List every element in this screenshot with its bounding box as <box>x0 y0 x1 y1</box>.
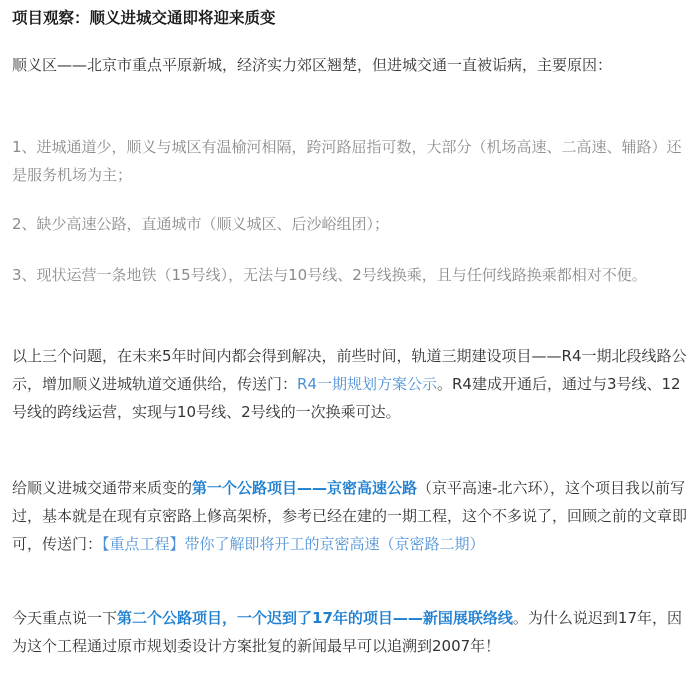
jingmi-paragraph-middle: （京平高速-北六环），这个项目我以前写过，基本就是在现有京密路上修高架桥，参考已经在建的一期工程，这个不多说了，回顾之前的文章即可，传送门： <box>12 479 688 553</box>
guozhan-highlight: 第二个公路项目，一个迟到了17年的项目——新国展联络线 <box>117 609 513 627</box>
r4-plan-link[interactable]: R4一期规划方案公示 <box>297 375 437 393</box>
guozhan-paragraph-text: 今天重点说一下 <box>12 609 118 627</box>
reason-item-2: 2、缺少高速公路，直通城市（顺义城区、后沙峪组团）； <box>12 215 390 233</box>
guozhan-paragraph <box>12 604 690 660</box>
r4-paragraph-text: 以上三个问题，在未来5年时间内都会得到解决，前些时间，轨道三期建设项目——R4一期北段线路公示，增加顺义进城轨道交通供给，传送门： <box>12 347 687 393</box>
r4-paragraph <box>12 342 690 426</box>
jingmi-paragraph-text: 给顺义进城交通带来质变的 <box>12 479 193 497</box>
jingmi-paragraph <box>12 474 690 558</box>
guozhan-paragraph-tail: 。为什么说迟到17年，因为这个工程通过原市规划委设计方案批复的新闻最早可以追溯到2007年！ <box>12 609 682 655</box>
reason-item-3: 3、现状运营一条地铁（15号线），无法与10号线、2号线换乘，且与任何线路换乘都相对不便。 <box>12 266 647 284</box>
r4-paragraph-tail: 。R4建成开通后，通过与3号线、12号线的跨线运营，实现与10号线、2号线的一次换乘可达。 <box>12 375 681 421</box>
article-title: 项目观察：顺义进城交通即将迎来质变 <box>12 9 276 27</box>
jingmi-highlight: 第一个公路项目——京密高速公路 <box>192 479 418 497</box>
intro-paragraph: 顺义区——北京市重点平原新城，经济实力郊区翘楚，但进城交通一直被诟病，主要原因： <box>12 56 613 74</box>
jingmi-article-link[interactable]: 【重点工程】带你了解即将开工的京密高速（京密路二期） <box>102 535 485 553</box>
reason-item-1: 1、进城通道少，顺义与城区有温榆河相隔，跨河路屈指可数，大部分（机场高速、二高速、辅路）还是服务机场为主； <box>12 138 682 184</box>
